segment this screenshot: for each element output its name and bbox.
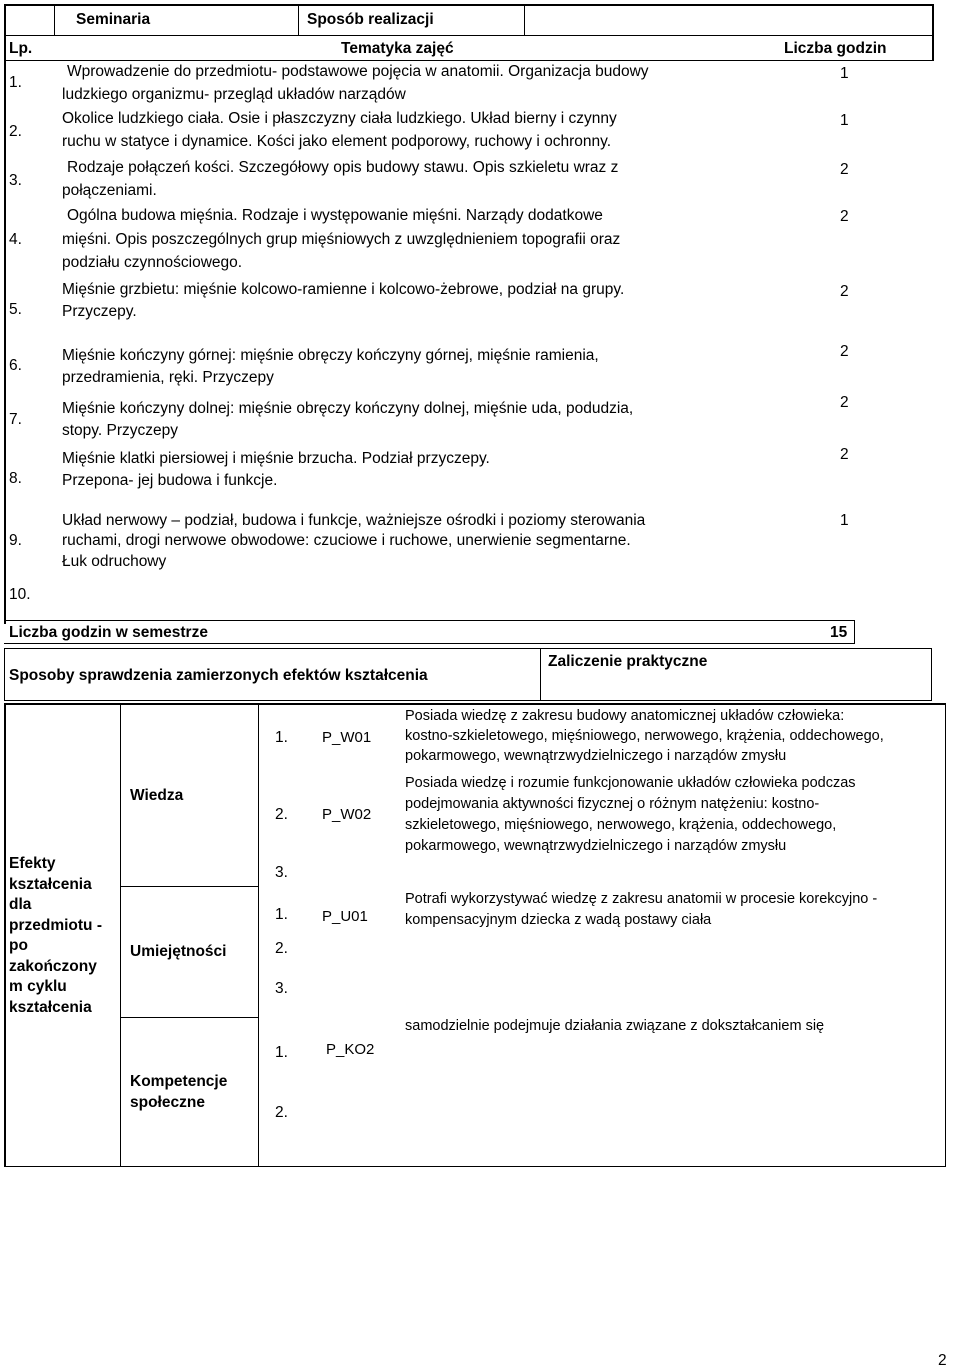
row-topic-line: Mięśnie kończyny górnej: mięśnie obręczy kończyny górnej, mięśnie ramienia, [62, 347, 599, 364]
outcome-code: P_U01 [322, 908, 368, 925]
row-topic-line: Mięśnie grzbietu: mięśnie kolcowo-ramienne i kolcowo-żebrowe, podział na grupy. [62, 281, 625, 298]
row-topic-line: Wprowadzenie do przedmiotu- podstawowe pojęcia w anatomii. Organizacja budowy [67, 63, 649, 80]
outcomes-main-label: kształcenia [9, 999, 92, 1016]
row-number: 5. [9, 301, 22, 318]
semester-hours-label: Liczba godzin w semestrze [9, 624, 208, 641]
row-number: 2. [9, 123, 22, 140]
outcomes-main-label: zakończony [9, 958, 97, 975]
category-kompetencje: społeczne [130, 1094, 205, 1111]
outcome-number: 3. [275, 980, 288, 997]
seminaria-label: Seminaria [76, 11, 151, 28]
semester-hours-value: 15 [830, 624, 848, 641]
row-number: 10. [9, 586, 31, 603]
outcome-description: kompensacyjnym dziecka z wadą postawy ciała [405, 912, 712, 928]
row-topic-line: mięśni. Opis poszczególnych grup mięśniowych z uwzględnieniem topografii oraz [62, 231, 621, 248]
row-topic-line: Mięśnie kończyny dolnej: mięśnie obręczy kończyny dolnej, mięśnie uda, podudzia, [62, 400, 634, 417]
row-number: 8. [9, 470, 22, 487]
realization-label: Sposób realizacji [307, 11, 434, 28]
row-topic-line: Łuk odruchowy [62, 553, 167, 570]
outcome-description: Posiada wiedzę i rozumie funkcjonowanie układów człowieka podczas [405, 775, 856, 791]
row-hours: 1 [840, 112, 849, 129]
outcome-number: 2. [275, 940, 288, 957]
row-hours: 2 [840, 208, 849, 225]
row-topic-line: podziału czynnościowego. [62, 254, 243, 271]
category-kompetencje: Kompetencje [130, 1073, 228, 1090]
outcome-description: pokarmowego, wewnątrzwydzielniczego i narządów zmysłu [405, 748, 787, 764]
row-topic-line: Przyczepy. [62, 303, 137, 320]
row-hours: 2 [840, 161, 849, 178]
outcome-number: 2. [275, 1104, 288, 1121]
outcome-description: pokarmowego, wewnątrzwydzielniczego i narządów zmysłu [405, 838, 787, 854]
outcomes-main-label: przedmiotu - [9, 917, 102, 934]
outcome-number: 1. [275, 729, 288, 746]
outcomes-main-label: m cyklu [9, 978, 67, 995]
row-topic-line: stopy. Przyczepy [62, 422, 179, 439]
category-umiejetnosci: Umiejętności [130, 943, 227, 960]
row-number: 3. [9, 172, 22, 189]
row-topic-line: Ogólna budowa mięśnia. Rodzaje i występowanie mięśni. Narządy dodatkowe [67, 207, 603, 224]
row-topic-line: Okolice ludzkiego ciała. Osie i płaszczyzny ciała ludzkiego. Układ bierny i czynny [62, 110, 617, 127]
outcome-description: podejmowania aktywności fizycznej o różnym natężeniu: kostno- [405, 796, 820, 812]
row-number: 9. [9, 532, 22, 549]
row-hours: 1 [840, 512, 849, 529]
row-hours: 2 [840, 446, 849, 463]
row-number: 1. [9, 74, 22, 91]
outcomes-main-label: kształcenia [9, 876, 92, 893]
outcomes-main-label: Efekty [9, 855, 56, 872]
row-topic-line: ruchu w statyce i dynamice. Kości jako element podporowy, ruchowy i ochronny. [62, 133, 612, 150]
row-topic-line: Przepona- jej budowa i funkcje. [62, 472, 278, 489]
outcome-description: kostno-szkieletowego, mięśniowego, nerwowego, krążenia, oddechowego, [405, 728, 884, 744]
outcome-code: P_W02 [322, 806, 372, 823]
row-number: 7. [9, 411, 22, 428]
outcomes-main-label: po [9, 937, 28, 954]
topic-header: Tematyka zajęć [341, 40, 454, 57]
lp-header: Lp. [9, 40, 33, 57]
outcome-number: 2. [275, 806, 288, 823]
outcome-description: Posiada wiedzę z zakresu budowy anatomicznej układów człowieka: [405, 708, 845, 724]
outcome-description: Potrafi wykorzystywać wiedzę z zakresu anatomii w procesie korekcyjno - [405, 891, 878, 907]
row-topic-line: Układ nerwowy – podział, budowa i funkcje, ważniejsze ośrodki i poziomy sterowania [62, 512, 646, 529]
category-wiedza: Wiedza [130, 787, 184, 804]
row-topic-line: połączeniami. [62, 182, 157, 199]
outcome-number: 3. [275, 864, 288, 881]
row-topic-line: ruchami, drogi nerwowe obwodowe: czuciowe i ruchowe, unerwienie segmentarne. [62, 532, 631, 549]
row-hours: 1 [840, 65, 849, 82]
row-topic-line: Mięśnie klatki piersiowej i mięśnie brzucha. Podział przyczepy. [62, 450, 490, 467]
row-topic-line: przedramienia, ręki. Przyczepy [62, 369, 274, 386]
outcome-description: szkieletowego, mięśniowego, nerwowego, krążenia, oddechowego, [405, 817, 837, 833]
outcome-description: samodzielnie podejmuje działania związane z dokształcaniem się [405, 1018, 825, 1034]
row-hours: 2 [840, 343, 849, 360]
row-hours: 2 [840, 394, 849, 411]
outcome-number: 1. [275, 906, 288, 923]
outcome-number: 1. [275, 1044, 288, 1061]
page-number: 2 [938, 1352, 947, 1369]
outcome-code: P_W01 [322, 729, 372, 746]
outcome-code: P_KO2 [326, 1041, 375, 1058]
row-hours: 2 [840, 283, 849, 300]
hours-header: Liczba godzin [784, 40, 887, 57]
verification-value: Zaliczenie praktyczne [548, 653, 708, 670]
row-topic-line: Rodzaje połączeń kości. Szczegółowy opis budowy stawu. Opis szkieletu wraz z [67, 159, 619, 176]
row-number: 6. [9, 357, 22, 374]
row-topic-line: ludzkiego organizmu- przegląd układów narządów [62, 86, 406, 103]
row-number: 4. [9, 231, 22, 248]
outcomes-main-label: dla [9, 896, 32, 913]
verification-label: Sposoby sprawdzenia zamierzonych efektów kształcenia [9, 667, 428, 684]
